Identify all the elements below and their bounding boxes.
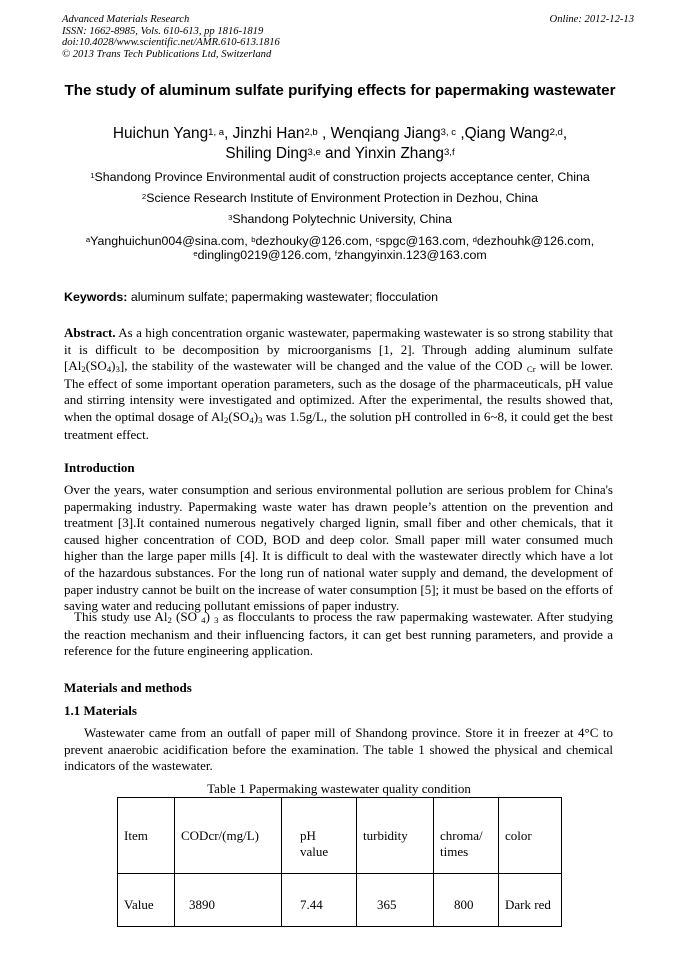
email-link[interactable]: dezhouky@126.com	[255, 234, 369, 248]
affiliation-3	[40, 212, 640, 226]
email-sup: c	[375, 235, 380, 245]
subscript: 4	[201, 615, 206, 626]
keywords-label: Keywords:	[64, 290, 128, 304]
email-sup: f	[334, 249, 338, 259]
intro-text: )	[205, 609, 215, 624]
issn-line: ISSN: 1662-8985, Vols. 610-613, pp 1816-1819	[62, 25, 264, 37]
affiliation-1	[40, 170, 640, 184]
subscript: 4	[106, 364, 112, 375]
abstract-label: Abstract.	[64, 325, 116, 340]
subscript: 3	[258, 415, 263, 426]
intro-text: (SO	[171, 609, 202, 624]
table-cell: 7.44	[282, 874, 357, 927]
doi-line: doi:10.4028/www.scientific.net/AMR.610-613.1816	[62, 37, 280, 48]
author-name: Qiang Wang	[464, 125, 550, 142]
subscript: 3	[214, 615, 219, 626]
affiliation-2	[40, 191, 640, 205]
author-name: Wenqiang Jiang	[330, 125, 441, 142]
introduction-paragraph-1: Over the years, water consumption and serious environmental pollution are serious problem for China's papermaking industry. Papermaking waste water has drawn people’s attention on the prevention and treatment [3].It contained numerous negatively charged lignin, small fiber and other chemicals, that it caused higher concentration of COD, BOD and deep color. Small paper mill water consumed much higher than the large paper mills [4]. It is difficult to deal with the wastewater directly which have a lot of the hazardous substances. For the long run of national water supply and demand, the development of paper industry cannot be built on the increase of water consumption [5]; it must be based on the efforts of saving water and reducing pollutant emissions of paper industry.	[64, 482, 613, 614]
subscript: 2	[81, 364, 86, 375]
table-header-cell: turbidity	[357, 798, 434, 874]
section-heading-methods: Materials and methods	[64, 680, 192, 695]
table-header-row	[118, 798, 562, 874]
author-list: Huichun Yang$^{1, a}$, Jinzhi Han$^{2,b}$ , Wenqiang Jiang$^{3, c}$ ,Qiang Wang$^{2,d}$, Shiling Ding$^{3,e}$ and Yinxin Zhang$^{3,f}$	[112, 125, 568, 162]
table-cell: Value	[118, 874, 175, 927]
table-header-cell: Item	[118, 798, 175, 874]
table-header-cell	[282, 798, 357, 874]
author-name: Yinxin Zhang	[354, 145, 444, 162]
chroma-header: chroma/ times	[440, 827, 483, 859]
table-cell: Dark red	[499, 874, 562, 927]
intro-text: This study use Al	[74, 609, 168, 624]
subscript: Cr	[526, 364, 536, 375]
author-name: Jinzhi Han	[232, 125, 305, 142]
table-header-cell: color	[499, 798, 562, 874]
affiliation-sup: 1	[90, 171, 95, 181]
table-cell: 365	[357, 874, 434, 927]
email-link[interactable]: dingling0219@126.com	[197, 248, 328, 262]
journal-header	[62, 14, 280, 60]
email-sup: b	[251, 235, 256, 245]
online-date: Online: 2012-12-13	[549, 14, 634, 25]
table-header-cell	[434, 798, 499, 874]
author-sup: 2,d	[549, 127, 563, 139]
affiliation-sup: 3	[228, 213, 233, 223]
author-sup: 2,b	[304, 127, 318, 139]
abstract	[64, 325, 613, 443]
email-link[interactable]: zhangyinxin.123@163.com	[337, 248, 487, 262]
journal-name: Advanced Materials Research	[62, 14, 190, 25]
abstract-text: )	[253, 408, 259, 424]
materials-paragraph: Wastewater came from an outfall of paper mill of Shandong province. Store it in freezer at 4°C to prevent anaerobic acidification before the examination. The table 1 showed the physical and chemical indicators of the wastewater.	[64, 725, 613, 774]
author-name: Shiling Ding	[225, 145, 308, 162]
abstract-text: (SO	[228, 408, 250, 424]
table-cell: 800	[434, 874, 499, 927]
abstract-text: will be lower. The effect of some important operation parameters, such as the dosage of the pharmaceuticals, pH value and stirring intensity were investigated and optimized. After the experimental, the results showed that, when the optimal dosage of Al	[64, 358, 613, 424]
subscript: 2	[223, 415, 229, 426]
ph-header: pH value	[300, 827, 329, 859]
abstract-text: was 1.5g/L, the solution pH controlled in 6~8, it could get the best treatment effect.	[64, 408, 613, 442]
author-sup: 3,e	[307, 147, 321, 159]
abstract-text: ], the stability of the wastewater will be changed and the value of the COD	[119, 358, 527, 374]
intro-text: as flocculants to process the raw papermaking wastewater. After studying the reaction mechanism and their influencing factors, it can get best running parameters, and provide a reference for the future engineering application.	[64, 609, 613, 659]
author-name: Huichun Yang	[112, 125, 209, 142]
subscript: 2	[167, 615, 172, 626]
keywords	[64, 290, 438, 304]
paper-title: The study of aluminum sulfate purifying effects for papermaking wastewater	[64, 82, 616, 99]
author-sup: 3, c	[440, 127, 457, 139]
affiliation-text: Shandong Polytechnic University, China	[232, 212, 452, 226]
affiliation-text: Science Research Institute of Environment Protection in Dezhou, China	[146, 191, 539, 205]
abstract-text: As a high concentration organic wastewater, papermaking wastewater is so strong stability that it is difficult to be decomposition by microorganisms [1, 2]. Through adding aluminum sulfate [Al	[64, 325, 613, 374]
abstract-text: (SO	[85, 358, 107, 374]
subscript: 3	[115, 364, 120, 375]
subsection-heading-materials: 1.1 Materials	[64, 703, 137, 718]
abstract-text: )	[111, 358, 116, 374]
introduction-paragraph-2	[64, 609, 613, 660]
table-cell: 3890	[175, 874, 282, 927]
email-list: $^a$Yanghuichun004@sina.com, $^b$dezhouky@126.com, $^c$spgc@163.com, $^d$dezhouhk@126.com, $^e$dingling0219@126.com, $^f$zhangyinxin.123@163.com	[85, 234, 595, 262]
affiliation-text: Shandong Province Environmental audit of construction projects acceptance center, China	[94, 170, 590, 184]
email-sup: d	[472, 235, 477, 245]
email-link[interactable]: dezhouhk@126.com	[476, 234, 591, 248]
email-link[interactable]: Yanghuichun004@sina.com	[90, 234, 245, 248]
table-1	[117, 797, 562, 927]
table-row	[118, 874, 562, 927]
subscript: 4	[249, 415, 254, 426]
table-caption: Table 1 Papermaking wastewater quality condition	[207, 781, 471, 796]
email-sup: e	[193, 249, 198, 259]
section-heading-introduction: Introduction	[64, 460, 135, 475]
email-sup: a	[85, 235, 91, 245]
author-sup: 1, a	[208, 127, 225, 139]
table-header-cell: CODcr/(mg/L)	[175, 798, 282, 874]
keywords-text: aluminum sulfate; papermaking wastewater; flocculation	[130, 290, 438, 304]
copyright-line: © 2013 Trans Tech Publications Ltd, Switzerland	[62, 48, 272, 60]
author-sup: 3,f	[444, 147, 455, 159]
affiliation-sup: 2	[141, 192, 147, 202]
email-link[interactable]: spgc@163.com	[379, 234, 466, 248]
